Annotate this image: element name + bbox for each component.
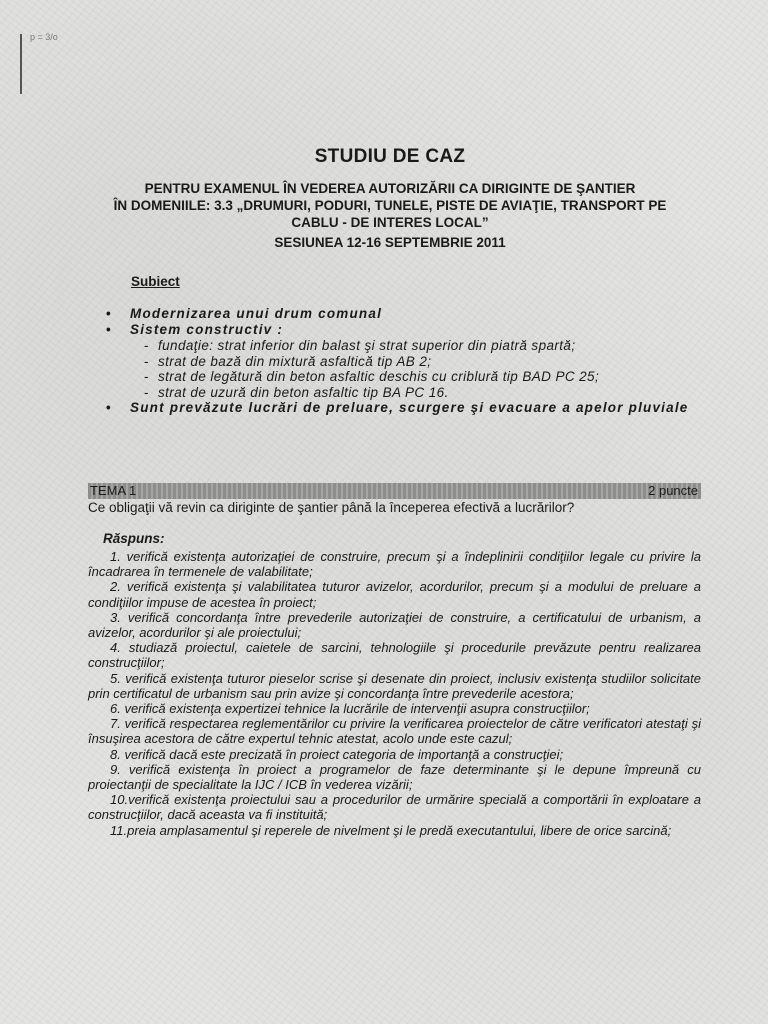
layer-text: fundaţie: strat inferior din balast şi strat superior din piatră spartă; — [158, 338, 576, 353]
answer-item: 11.preia amplasamentul şi reperele de nivelment şi le predă executantului, libere de orice sarcină; — [110, 822, 672, 838]
answer-item: 7. verifică respectarea reglementărilor cu privire la verificarea proiectelor de către verificatori atestaţi şi însuşirea acestora de către expertul tehnic atestat, acolo unde este cazul; — [88, 716, 701, 747]
answer-item: 3. verifică concordanţa între prevederile autorizaţiei de construire, a certificatului de urbanism, a avizelor, acordurilor şi ale proiectului; — [88, 609, 701, 641]
answer-label: Răspuns: — [103, 531, 165, 546]
bullet-item — [100, 400, 710, 416]
document-subtitle — [80, 180, 700, 231]
subject-label: Subiect — [131, 274, 180, 289]
layer-text: strat de uzură din beton asfaltic tip BA PC 16. — [158, 384, 449, 400]
margin-binding-mark — [20, 34, 22, 94]
answer-item: 8. verifică dacă este precizată în proiect categoria de importanţă a construcţiei; — [110, 746, 564, 762]
tema-header-bar — [88, 483, 701, 499]
answer-item: 9. verifică existenţa în proiect a programelor de faze determinante şi le depune împreună cu proiectanţii de specialitate la IJC / ICB în vederea vizării; — [88, 761, 701, 793]
bullet-text: Sunt prevăzute lucrări de preluare, scurgere şi evacuare a apelor pluviale — [130, 400, 689, 415]
bullet-text: Modernizarea unui drum comunal — [130, 306, 383, 321]
dash-icon: - — [144, 353, 149, 369]
layer-item — [144, 338, 710, 354]
bullet-dot-icon: • — [106, 400, 112, 415]
tema-question: Ce obligaţii vă revin ca diriginte de şantier până la începerea efectivă a lucrărilor? — [88, 500, 575, 515]
subtitle-line-2: ÎN DOMENIILE: 3.3 „DRUMURI, PODURI, TUNELE, PISTE DE AVIAŢIE, TRANSPORT PE — [113, 198, 667, 213]
construction-layers-list — [144, 338, 710, 400]
bullet-dot-icon: • — [106, 306, 112, 321]
answer-item: 6. verifică existenţa expertizei tehnice la lucrările de intervenţii asupra construcţiilor; — [110, 701, 590, 717]
layer-item — [144, 369, 710, 385]
layer-item — [144, 354, 710, 370]
tema-points: 2 puncte — [648, 483, 698, 498]
answer-item: 1. verifică existenţa autorizaţiei de construire, precum şi a îndeplinirii condiţiilor legale cu privire la încadrarea în termenele de valabilitate; — [88, 549, 701, 580]
bullet-text: Sistem constructiv : — [130, 322, 284, 337]
answer-item: 5. verifică existenţa tuturor pieselor scrise şi desenate din proiect, inclusiv existenţa studiilor solicitate prin certificatul de urbanism sau prin avize şi concordanţa între prevederile acestora; — [88, 670, 701, 701]
layer-text: strat de bază din mixtură asfaltică tip AB 2; — [158, 353, 432, 369]
answer-item: 4. studiază proiectul, caietele de sarcini, tehnologiile şi procedurile prevăzute pentru realizarea construcţiilor; — [88, 640, 701, 671]
document-title: STUDIU DE CAZ — [314, 146, 466, 167]
layer-item — [144, 385, 710, 401]
dash-icon: - — [144, 369, 149, 384]
answers-list — [88, 549, 701, 838]
answer-item: 2. verifică existenţa şi valabilitatea tuturor avizelor, acordurilor, precum şi a modului de preluare a condiţiilor impuse de acestea în proiect; — [88, 579, 701, 610]
tema-label: TEMA 1 — [90, 483, 137, 498]
bullet-item — [100, 306, 710, 322]
bullet-dot-icon: • — [106, 322, 112, 337]
subtitle-line-1: PENTRU EXAMENUL ÎN VEDEREA AUTORIZĂRII CA DIRIGINTE DE ŞANTIER — [144, 181, 636, 196]
layer-text: strat de legătură din beton asfaltic deschis cu criblură tip BAD PC 25; — [158, 369, 600, 384]
subtitle-line-3: CABLU - DE INTERES LOCAL” — [291, 215, 489, 230]
margin-note: p = 3/o — [30, 32, 58, 42]
exam-session: SESIUNEA 12-16 SEPTEMBRIE 2011 — [274, 235, 506, 250]
document-header — [80, 146, 700, 250]
dash-icon: - — [144, 338, 149, 353]
bullet-item — [100, 322, 710, 338]
subject-bullets — [100, 306, 710, 416]
dash-icon: - — [144, 384, 149, 400]
answer-item: 10.verifică existenţa proiectului sau a procedurilor de urmărire specială a comportării în exploatare a construcţiilor, dacă aceasta va fi instituită; — [88, 792, 701, 823]
